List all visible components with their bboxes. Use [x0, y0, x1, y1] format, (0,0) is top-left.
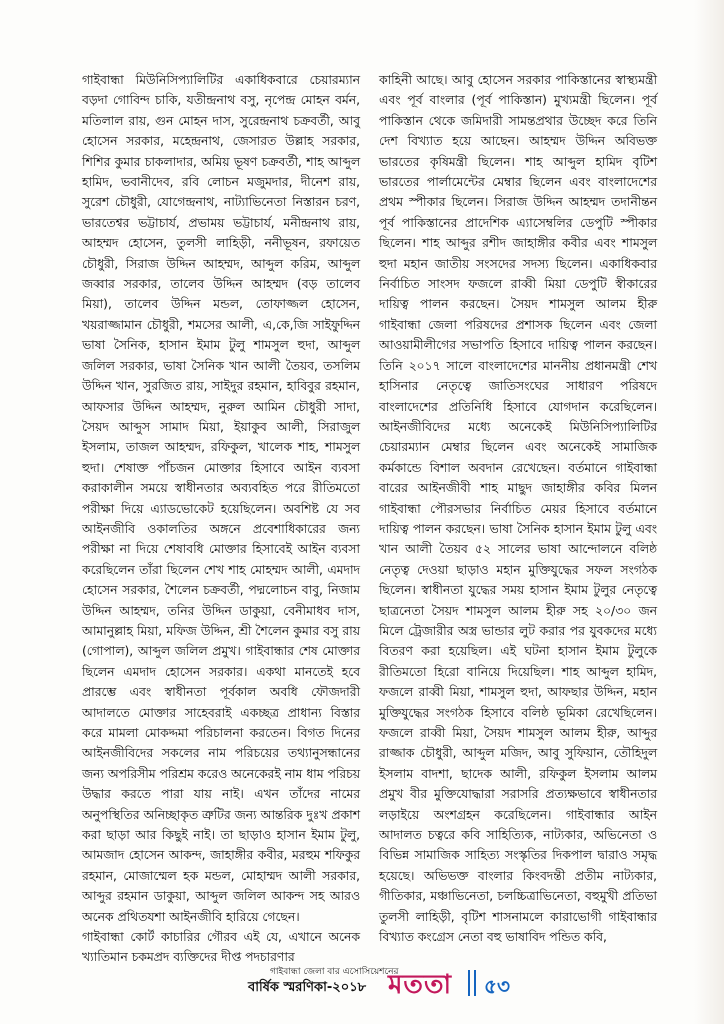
- footer-annual-title: বার্ষিক স্মরণিকা-২০১৮: [248, 980, 367, 995]
- double-bar-divider: [468, 970, 476, 996]
- page-edge-shadow: [694, 0, 724, 1024]
- page-footer: [230, 962, 650, 1002]
- paragraph: গাইবান্ধা মিউনিসিপ্যালিটির একাধিকবারে চেয়ারম্যান বড়দা গোবিন্দ চাকি, যতীন্দ্রনাথ বসু, নৃপেন্দ্র মোহন বর্মন, মতিলাল রায়, গুন মোহন দাস, সুরেন্দ্রনাথ চক্রবর্তী, আবু হোসেন সরকার, মহেন্দ্রনাথ, জেসারত উল্লাহ সরকার, শিশির কুমার চাকলাদার, অমিয় ভূষণ চক্রবর্তী, শাহ আব্দুল হামিদ, ভবানীদেব, রবি লোচন মজুমদার, দীনেশ রায়, সুরেশ চৌধুরী, যোগেন্দ্রনাথ, নাট্যাভিনেতা নিস্তারন চরণ, ভারতেশ্বর ভট্টাচার্য, প্রভাময় ভট্টাচার্য, মনীন্দ্রনাথ রায়, আহম্মদ হোসেন, তুলসী লাহিড়ী, ননীভূষন, রফায়েত চৌধুরী, সিরাজ উদ্দিন আহম্মদ, আব্দুল করিম, আব্দুল জব্বার সরকার, তালেব উদ্দিন আহম্মদ (বড় তালেব মিয়া), তালেব উদ্দিন মন্ডল, তোফাজ্জল হোসেন, খয়রাজ্জামান চৌধুরী, শমসের আলী, এ,কে,জি সাইফুদ্দিন ভাষা সৈনিক, হাসান ইমাম টুলু শামসুল হুদা, আব্দুল জলিল সরকার, ভাষা সৈনিক খান আলী তৈয়ব, তসলিম উদ্দিন খান, সুরজিত রায়, সাইদুর রহমান, হাবিবুর রহমান, আফসার উদ্দিন আহম্মদ, নুরুল আমিন চৌধুরী সাদা, সৈয়দ আব্দুস সামাদ মিয়া, ইয়াকুব আলী, সিরাজুল ইসলাম, তাজল আহম্মদ, রফিকুল, খালেক শাহ, শামসুল হুদা। শেষাক্ত পাঁচজন মোক্তার হিসাবে আইন ব্যবসা করাকালীন সময়ে স্বাধীনতার অব্যবহিত পরে রীতিমতো পরীক্ষা দিয়ে এ্যাডভোকেট হয়েছিলেন। অবশিষ্ট যে সব আইনজীবি ওকালতির অঙ্গনে প্রবেশাধিকারের জন্য পরীক্ষা না দিয়ে শেষাবধি মোক্তার হিসাবেই আইন ব্যবসা করেছিলেন তাঁরা ছিলেন শেখ শাহ মোহম্মদ আলী, এমদাদ হোসেন সরকার, শৈলেন চক্রবর্তী, পদ্মলোচন বাবু, নিজাম উদ্দিন আহম্মদ, তনির উদ্দিন ডাকুয়া, বেনীমাধব দাস, আমানুল্লাহ মিয়া, মফিজ উদ্দিন, শ্রী শৈলেন কুমার বসু রায় (গোপাল), আব্দুল জলিল প্রমুখ। গাইবান্ধার শেষ মোক্তার ছিলেন এমদাদ হোসেন সরকার। একথা মানতেই হবে প্রারম্ভে এবং স্বাধীনতা পূর্বকাল অবধি ফৌজদারী আদালতে মোক্তার সাহেবরাই একচ্ছত্র প্রাধান্য বিস্তার করে মামলা মোকদ্দমা পরিচালনা করতেন। বিগত দিনের আইনজীবিদের সকলের নাম পরিচয়ের তথ্যানুসন্ধানের জন্য অপরিসীম পরিশ্রম করেও অনেকেরই নাম ধাম পরিচয় উদ্ধার করতে পারা যায় নাই। এখন তাঁদের নামের অনুপস্থিতির অনিচ্ছাকৃত ত্রুটির জন্য আন্তরিক দুঃখ প্রকাশ করা ছাড়া আর কিছুই নাই। তা ছাড়াও হাসান ইমাম টুলু, আমজাদ হোসেন আকন্দ, জাহাঙ্গীর কবীর, মরহুম শফিকুর রহমান, মোজাম্মেল হক মন্ডল, মোহাম্মদ আলী সরকার, আব্দুর রহমান ডাকুয়া, আব্দুল জলিল আকন্দ সহ আরও অনেক প্রথিতযশা আইনজীবি হারিয়ে গেছেন।: [82, 73, 360, 924]
- paragraph: কাহিনী আছে। আবু হোসেন সরকার পাকিস্তানের স্বাস্থ্যমন্ত্রী এবং পূর্ব বাংলার (পূর্ব পাকিস্তান) মুখ্যমন্ত্রী ছিলেন। পূর্ব পাকিস্তান থেকে জমিদারী সামন্তপ্রথার উচ্ছেদ করে তিনি দেশ বিখ্যাত হয়ে আছেন। আহম্মদ উদ্দিন অবিভক্ত ভারতের কৃষিমন্ত্রী ছিলেন। শাহ আব্দুল হামিদ বৃটিশ ভারতের পার্লামেন্টের মেম্বার ছিলেন এবং বাংলাদেশের প্রথম স্পীকার ছিলেন। সিরাজ উদ্দিন আহম্মদ তদানীন্তন পূর্ব পাকিস্তানের প্রাদেশিক এ্যাসেম্বলির ডেপুটি স্পীকার ছিলেন। শাহ আব্দুর রশীদ জাহাঙ্গীর কবীর এবং শামসুল হুদা মহান জাতীয় সংসদের সদস্য ছিলেন। একাধিকবার নির্বাচিত সাংসদ ফজলে রাব্বী মিয়া ডেপুটি স্বীকারের দায়িত্ব পালন করছেন। সৈয়দ শামসুল আলম হীরু গাইবান্ধা জেলা পরিষদের প্রশাসক ছিলেন এবং জেলা আওয়ামীলীগের সভাপতি হিসাবে দায়িত্ব পালন করছেন। তিনি ২০১৭ সালে বাংলাদেশের মাননীয় প্রধানমন্ত্রী শেখ হাসিনার নেতৃত্বে জাতিসংঘের সাধারণ পরিষদে বাংলাদেশের প্রতিনিধি হিসাবে যোগদান করেছিলেন। আইনজীবিদের মধ্যে অনেকেই মিউনিসিপ্যালিটির চেয়ারম্যান মেম্বার ছিলেন এবং অনেকেই সামাজিক কর্মকান্ডে বিশাল অবদান রেখেছেন। বর্তমানে গাইবান্ধা বারের আইনজীবী শাহ মাছুদ জাহাঙ্গীর কবির মিলন গাইবান্ধা পৌরসভার নির্বাচিত মেয়র হিসাবে বর্তমানে দায়িত্ব পালন করছেন। ভাষা সৈনিক হাসান ইমাম টুলু এবং খান আলী তৈয়ব ৫২ সালের ভাষা আন্দোলনে বলিষ্ঠ নেতৃত্ব দেওয়া ছাড়াও মহান মুক্তিযুদ্ধের সফল সংগঠক ছিলেন। স্বাধীনতা যুদ্ধের সময় হাসান ইমাম টুলুর নেতৃত্বে ছাত্রনেতা সৈয়দ শামসুল আলম হীরু সহ ২০/৩০ জন মিলে ট্রেজারীর অস্ত্র ভান্ডার লুট করার পর যুবকদের মধ্যে বিতরণ করা হয়েছিল। এই ঘটনা হাসান ইমাম টুলুকে রীতিমতো হিরো বানিয়ে দিয়েছিল। শাহ আব্দুল হামিদ, ফজলে রাব্বী মিয়া, শামসুল হুদা, আফছার উদ্দিন, মহান মুক্তিযুদ্ধের সংগঠক হিসাবে বলিষ্ঠ ভূমিকা রেখেছিলেন। ফজলে রাব্বী মিয়া, সৈয়দ শামসুল আলম হীরু, আব্দুর রাজ্জাক চৌধুরী, আব্দুল মজিদ, আবু সুফিয়ান, তৌহিদুল ইসলাম বাদশা, ছাদেক আলী, রফিকুল ইসলাম আলম প্রমুখ বীর মুক্তিযোদ্ধারা সরাসরি প্রত্যক্ষভাবে স্বাধীনতার লড়াইয়ে অংশগ্রহন করেছিলেন। গাইবান্ধার আইন আদালত চত্বরে কবি সাহিত্যিক, নাট্যকার, অভিনেতা ও বিভিন্ন সামাজিক সাহিত্য সংস্কৃতির দিকপাল দ্বারাও সমৃদ্ধ হয়েছে। অভিভক্ত বাংলার কিংবদন্তী প্রতীম নাট্যকার, গীতিকার, মঞ্চাভিনেতা, চলচ্চিত্রাভিনেতা, বহুমুখী প্রতিভা তুলসী লাহিড়ী, বৃটিশ শাসনামলে কারাভোগী গাইবান্ধার বিখ্যাত কংগ্রেস নেতা বহু ভাষাবিদ পন্ডিত কবি,: [379, 73, 657, 945]
- footer-publisher: গাইবান্ধা জেলা বার এসোসিয়েশনের: [270, 967, 399, 977]
- left-column: [82, 70, 360, 965]
- right-column: [379, 70, 657, 950]
- magazine-logo: মততা: [388, 970, 452, 1000]
- page-number: ৫৩: [484, 974, 510, 998]
- text-columns: [82, 70, 657, 965]
- paragraph: গাইবান্ধা কোর্ট কাচারির গৌরব এই যে, এখানে অনেক খ্যাতিমান চকমপ্রদ ব্যক্তিদের দীপ্ত পদচারণার: [82, 930, 360, 965]
